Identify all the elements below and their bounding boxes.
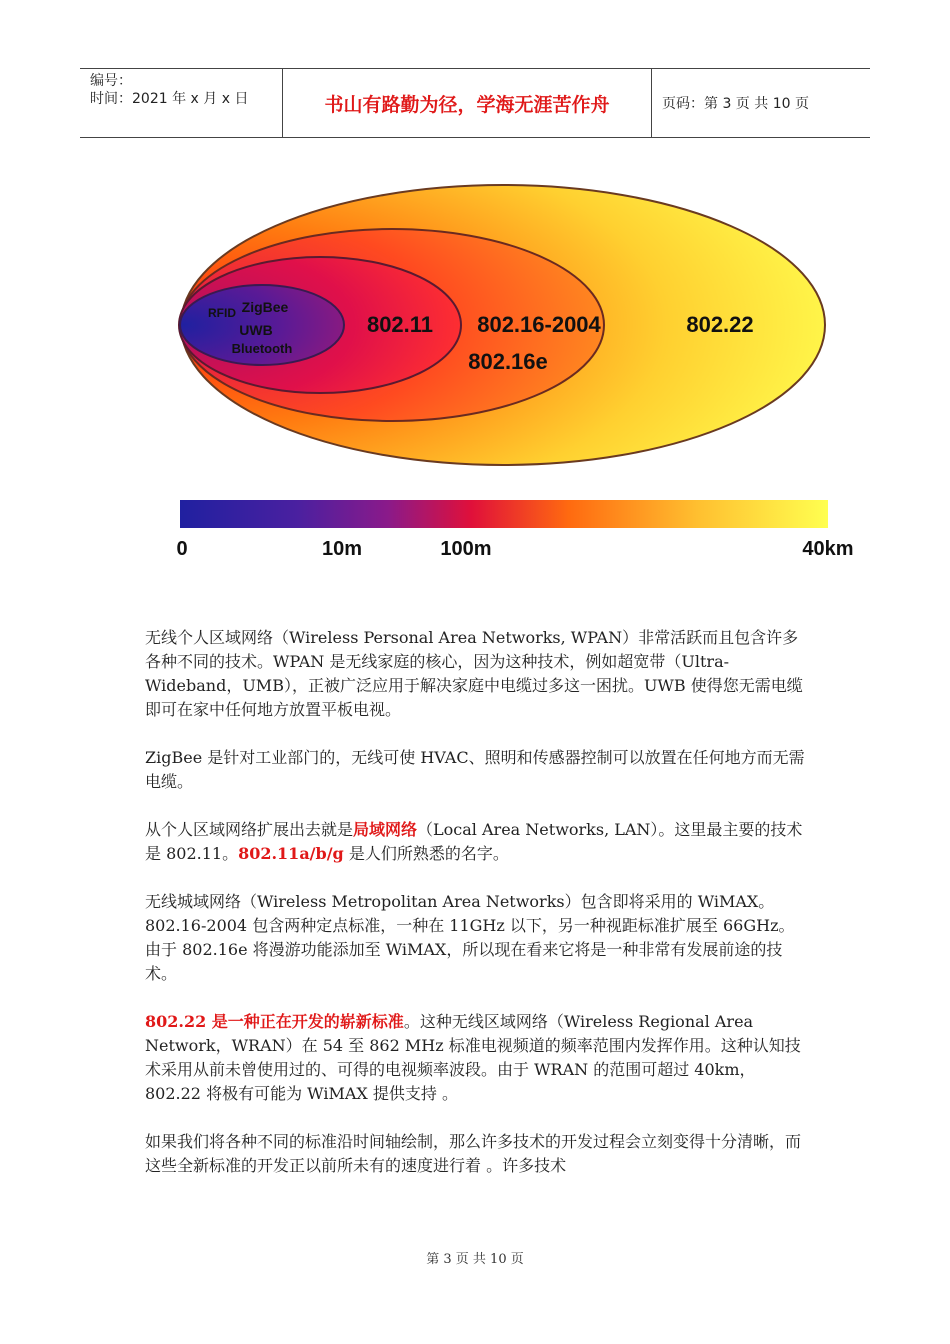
scale-label-40km: 40km bbox=[802, 538, 854, 560]
page-footer: 第 3 页 共 10 页 bbox=[426, 1252, 524, 1267]
header-page-info: 页码：第 3 页 共 10 页 bbox=[662, 96, 809, 112]
highlight-80211abg: 802.11a/b/g bbox=[238, 844, 344, 863]
paragraph-zigbee: ZigBee 是针对工业部门的，无线可使 HVAC、照明和传感器控制可以放置在任何地方而无需电缆。 bbox=[145, 748, 805, 791]
highlight-80222: 802.22 是一种正在开发的崭新标准 bbox=[145, 1012, 404, 1031]
p5-text-b: 。这种无线区域网络（Wireless Regional Area Network，WRAN）在 54 至 862 MHz 标准电视频道的频率范围内发挥作用。这种认知技术采用从前未曾使用过的、可得的电视频率波段。由于 WRAN 的范围可超过 40km，802.22 将极有可能为 WiMAX 提供支持 。 bbox=[145, 1012, 801, 1103]
label-rfid: RFID bbox=[208, 306, 236, 320]
label-80216e: 802.16e bbox=[468, 349, 548, 374]
range-diagram-svg bbox=[170, 165, 860, 565]
paragraph-lan bbox=[145, 818, 810, 866]
range-scale-bar bbox=[180, 500, 828, 528]
p3-text-a: 从个人区域网络扩展出去就是 bbox=[145, 820, 354, 839]
label-80216-2004: 802.16-2004 bbox=[477, 312, 601, 337]
label-bluetooth: Bluetooth bbox=[231, 341, 293, 356]
article-body bbox=[145, 626, 810, 1202]
wireless-range-diagram bbox=[170, 165, 860, 565]
page-header bbox=[80, 68, 870, 138]
scale-label-0: 0 bbox=[176, 538, 188, 560]
scale-label-10m: 10m bbox=[321, 538, 363, 560]
time-label: 时间：2021 年 x 月 x 日 bbox=[90, 91, 249, 107]
p3-text-c: （Local Area Networks, LAN）。这里最主要的技术是 802.11。 bbox=[145, 820, 803, 863]
paragraph-timeline: 如果我们将各种不同的标准沿时间轴绘制，那么许多技术的开发过程会立刻变得十分清晰，而这些全新标准的开发正以前所未有的速度进行着 。许多技术 bbox=[145, 1132, 802, 1175]
scale-label-100m: 100m bbox=[440, 538, 492, 560]
paragraph-wman: 无线城域网络（Wireless Metropolitan Area Networks）包含即将采用的 WiMAX。802.16-2004 包含两种定点标准，一种在 11GHz 以下，另一种视距标准扩展至 66GHz。由于 802.16e 将漫游功能添加至 WiMAX，所以现在看来它将是一种非常有发展前途的技术。 bbox=[145, 892, 795, 983]
paragraph-wran bbox=[145, 1010, 810, 1106]
p3-text-e: 是人们所熟悉的名字。 bbox=[343, 844, 509, 863]
header-motto-cell bbox=[282, 69, 652, 137]
header-motto: 书山有路勤为径，学海无涯苦作舟 bbox=[324, 93, 610, 116]
highlight-lan: 局域网络 bbox=[353, 820, 418, 839]
number-label: 编号： bbox=[90, 73, 132, 89]
header-meta bbox=[80, 69, 282, 137]
label-uwb: UWB bbox=[239, 322, 273, 338]
label-zigbee: ZigBee bbox=[241, 299, 289, 315]
label-80211: 802.11 bbox=[366, 312, 434, 337]
paragraph-wpan: 无线个人区域网络（Wireless Personal Area Networks, WPAN）非常活跃而且包含许多各种不同的技术。WPAN 是无线家庭的核心，因为这种技术，例如超宽带（Ultra-Wideband，UMB），正被广泛应用于解决家庭中电缆过多这一困扰。UWB 使得您无需电缆即可在家中任何地方放置平板电视。 bbox=[145, 628, 803, 719]
label-80222: 802.22 bbox=[686, 312, 754, 337]
